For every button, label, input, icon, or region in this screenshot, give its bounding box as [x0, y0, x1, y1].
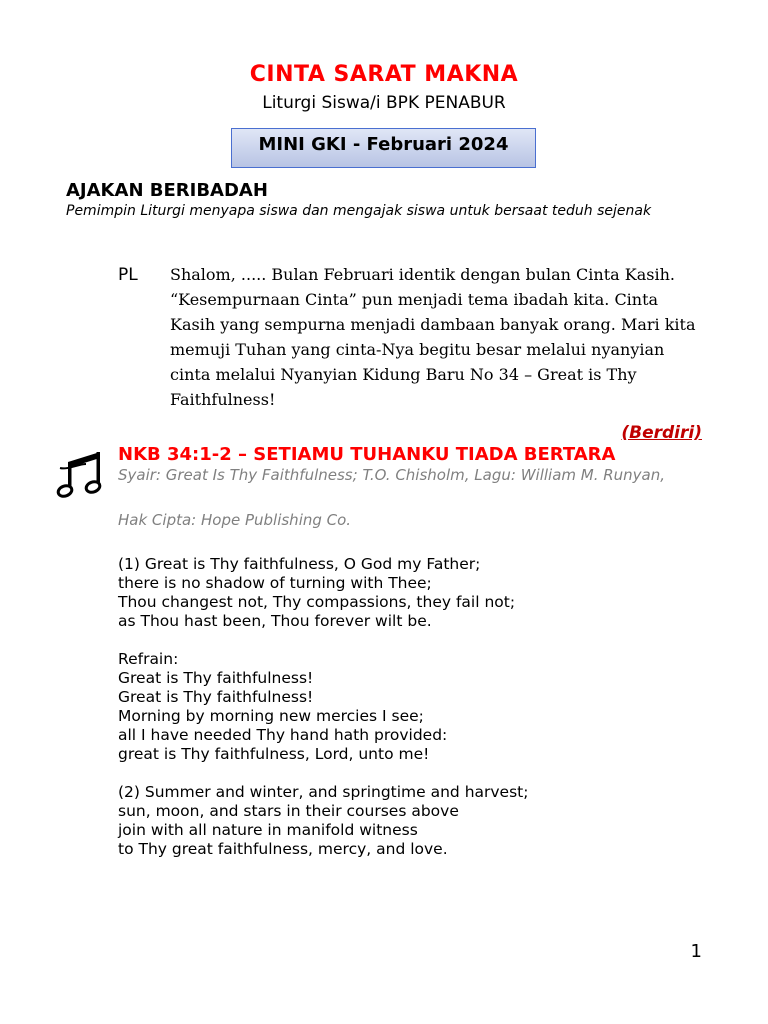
leader-text: Shalom, ..... Bulan Februari identik dengan bulan Cinta Kasih. “Kesempurnaan Cinta” pun menjadi tema ibadah kita. Cinta Kasih yang sempurna menjadi dambaan banyak orang. Mari kita memuji Tuhan yang cinta-Nya begitu besar melalui nyanyian cinta melalui Nyanyian Kidung Baru No 34 – Great is Thy Faithfulness! [170, 265, 696, 409]
verse-2 [118, 783, 528, 859]
lyric-line: Great is Thy faithfulness! [118, 669, 314, 687]
lyric-line: (1) Great is Thy faithfulness, O God my Father; [118, 555, 481, 573]
document-title: CINTA SARAT MAKNA [249, 62, 519, 87]
song-title: NKB 34:1-2 – SETIAMU TUHANKU TIADA BERTARA [118, 444, 616, 465]
posture-label: (Berdiri) [621, 423, 702, 443]
song-copyright: Hak Cipta: Hope Publishing Co. [118, 511, 352, 529]
verse-1 [118, 555, 528, 631]
music-note-icon [56, 448, 106, 504]
lyric-line: great is Thy faithfulness, Lord, unto me! [118, 745, 430, 763]
lyric-line: as Thou hast been, Thou forever wilt be. [118, 612, 432, 630]
event-box-label: MINI GKI - Februari 2024 [258, 134, 509, 155]
song-credit: Syair: Great Is Thy Faithfulness; T.O. Chisholm, Lagu: William M. Runyan, [118, 466, 666, 484]
lyric-line: all I have needed Thy hand hath provided: [118, 726, 448, 744]
leader-label: PL [118, 265, 138, 285]
lyric-line: Thou changest not, Thy compassions, they fail not; [118, 593, 516, 611]
lyric-line: sun, moon, and stars in their courses above [118, 802, 459, 820]
section-heading: AJAKAN BERIBADAH [66, 180, 268, 201]
instruction-text: Pemimpin Liturgi menyapa siswa dan mengajak siswa untuk bersaat teduh sejenak [66, 203, 652, 219]
refrain [118, 650, 528, 764]
lyric-line: Great is Thy faithfulness! [118, 688, 314, 706]
lyric-line: (2) Summer and winter, and springtime and harvest; [118, 783, 529, 801]
lyric-line: Refrain: [118, 650, 179, 668]
lyric-line: join with all nature in manifold witness [118, 821, 418, 839]
lyric-line: there is no shadow of turning with Thee; [118, 574, 432, 592]
lyric-line: Morning by morning new mercies I see; [118, 707, 424, 725]
document-subtitle: Liturgi Siswa/i BPK PENABUR [262, 93, 506, 113]
page-number: 1 [690, 941, 702, 962]
lyric-line: to Thy great faithfulness, mercy, and love. [118, 840, 448, 858]
song-lyrics [118, 555, 528, 859]
event-box [231, 128, 536, 168]
